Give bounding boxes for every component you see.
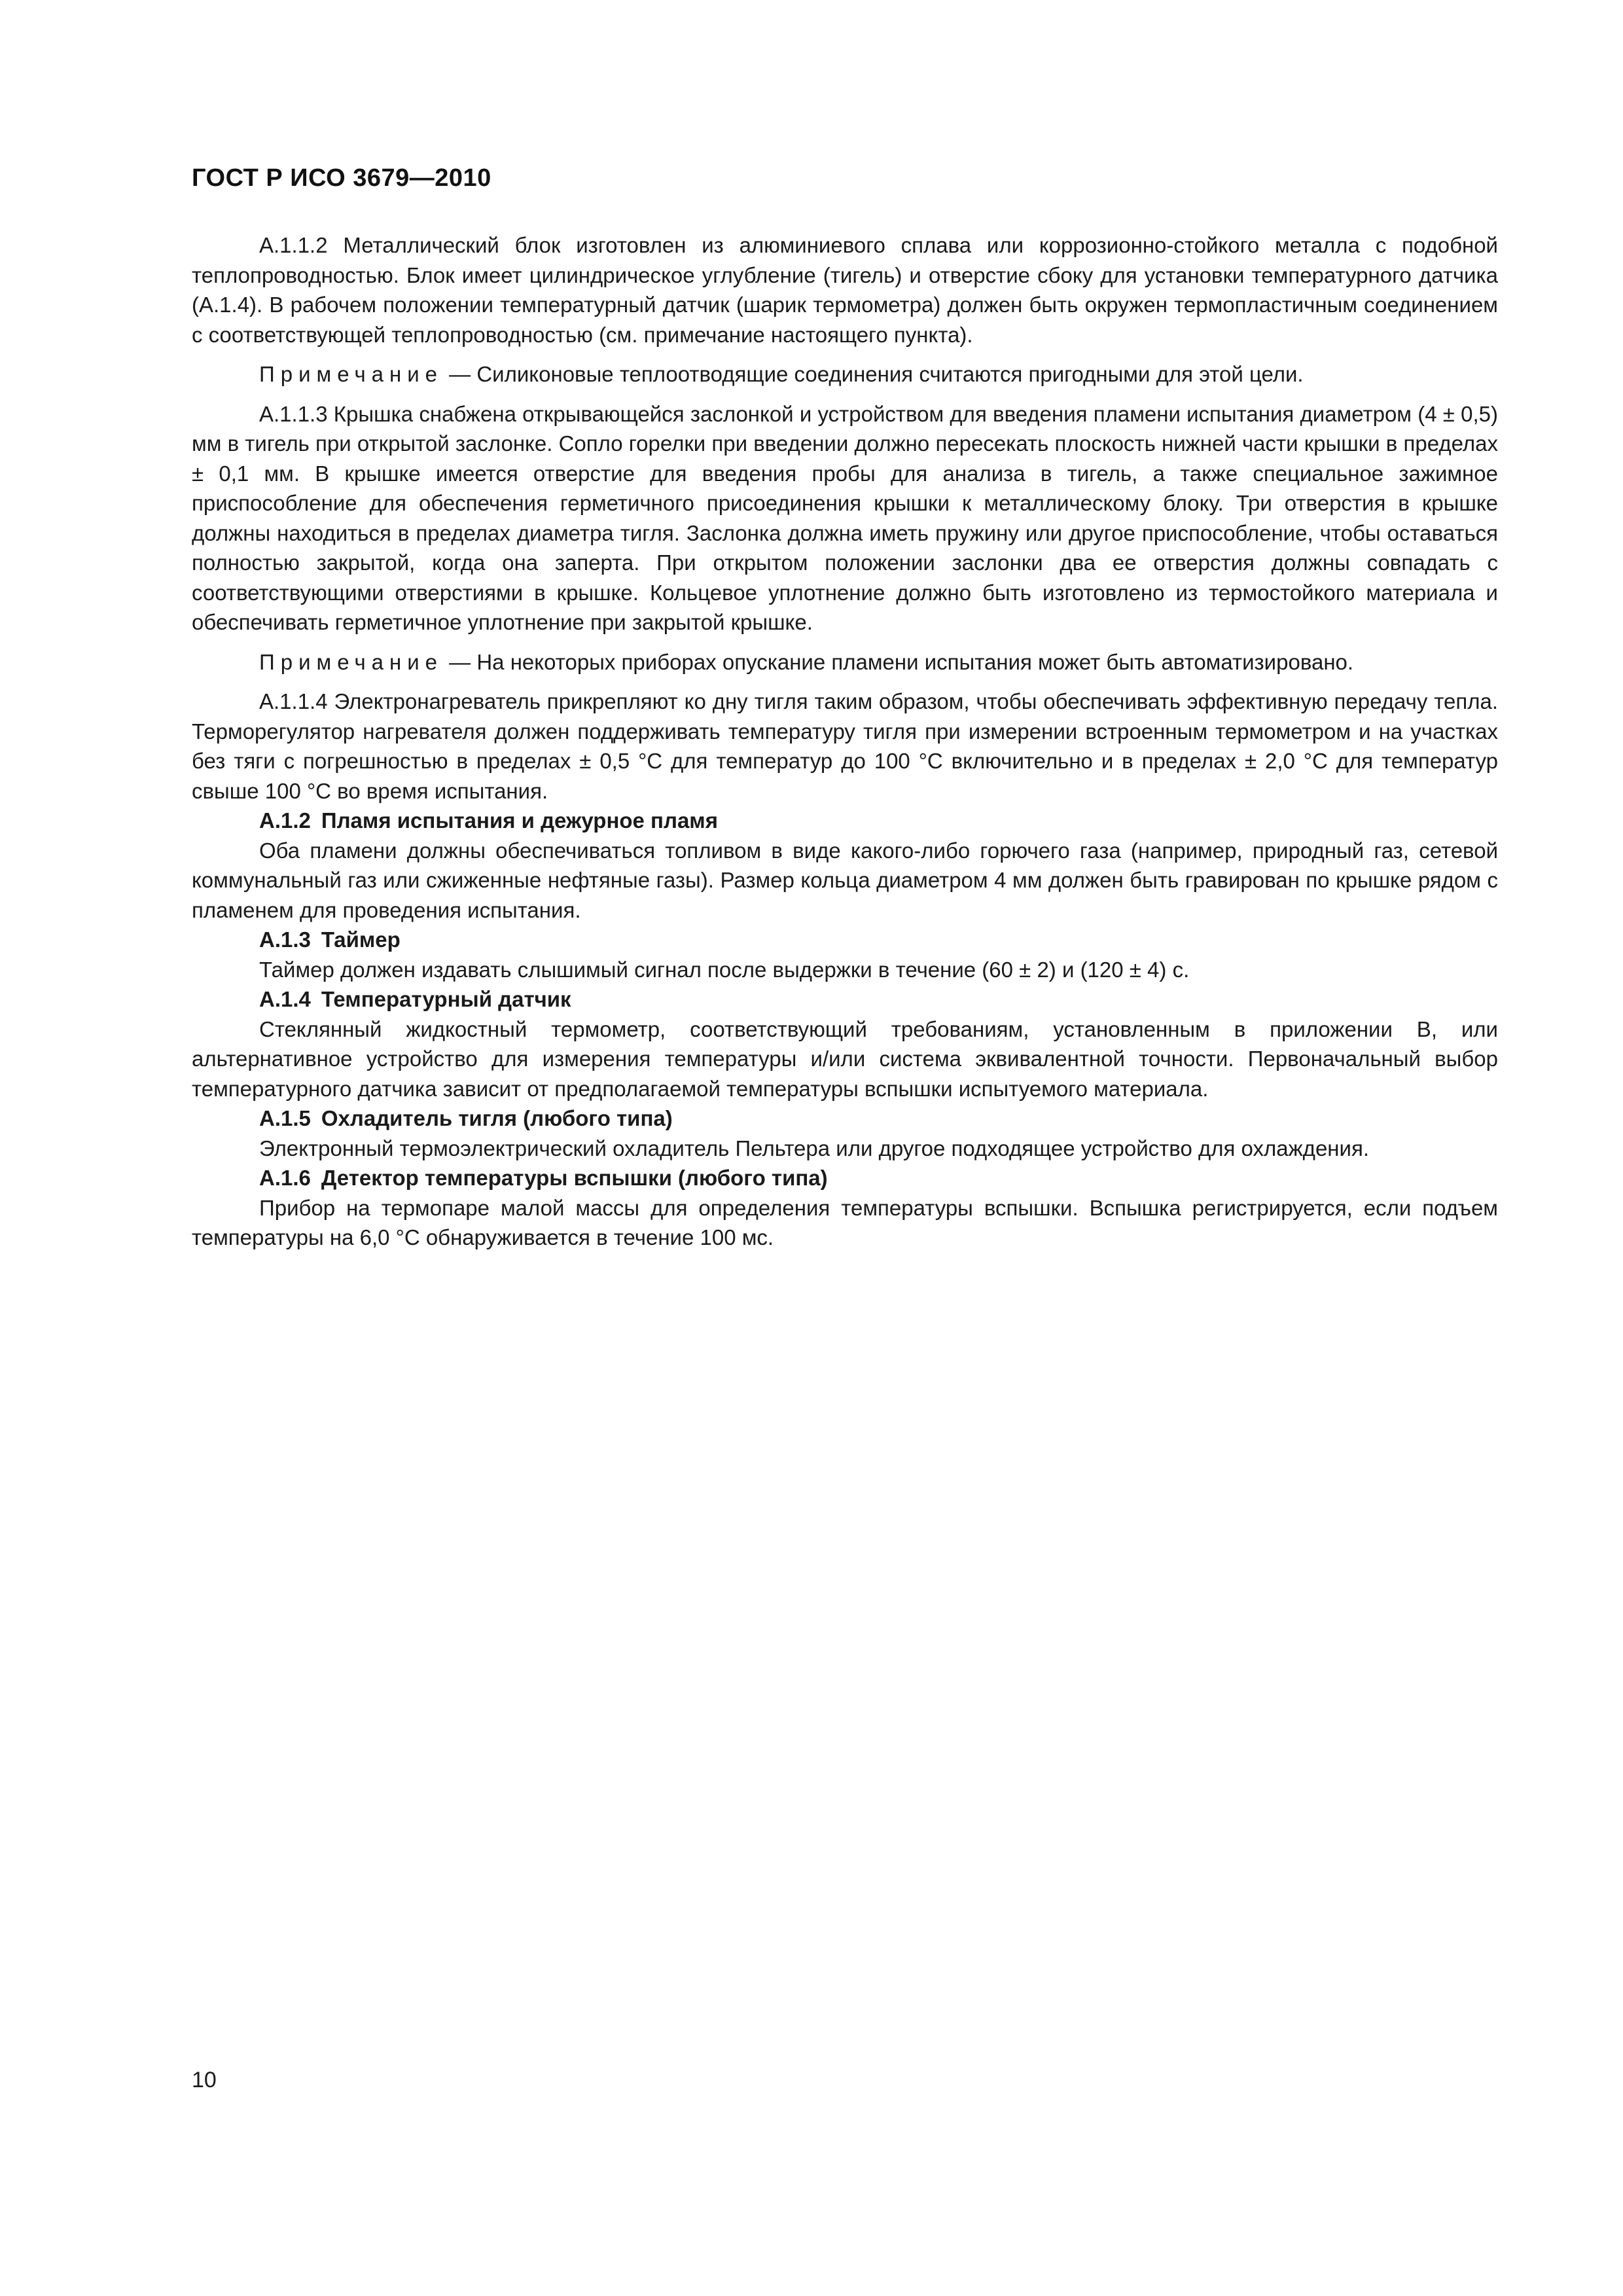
note-paragraph-2 xyxy=(192,647,1498,677)
section-title: Таймер xyxy=(321,927,401,952)
note-label: Примечание xyxy=(259,649,444,674)
section-heading-a13 xyxy=(192,925,1498,955)
section-number: А.1.4 xyxy=(259,987,311,1011)
document-body xyxy=(192,230,1498,1253)
section-text-a13: Таймер должен издавать слышимый сигнал после выдержки в течение (60 ± 2) и (120 ± 4) с. xyxy=(259,957,1190,982)
section-text-a14: Стеклянный жидкостный термометр, соответствующий требованиям, установленным в приложении В, или альтернативное устройство для измерения температуры и/или система эквивалентной точности. Первоначальный выбор температурного датчика зависит от предполагаемой температуры вспышки испытуемого материала. xyxy=(192,1016,1498,1101)
note-text: — Силиконовые теплоотводящие соединения считаются пригодными для этой цели. xyxy=(443,362,1304,386)
paragraph-a113: А.1.1.3 Крышка снабжена открывающейся заслонкой и устройством для введения пламени испытания диаметром (4 ± 0,5) мм в тигель при открытой заслонке. Сопло горелки при введении должно пересекать плоскость нижней части крышки в пределах ± 0,1 мм. В крышке имеется отверстие для введения пробы для анализа в тигель, а также специальное зажимное приспособление для обеспечения герметичного присоединения крышки к металлическому блоку. Три отверстия в крышке должны находиться в пределах диаметра тигля. Заслонка должна иметь пружину или другое приспособление, чтобы оставаться полностью закрытой, когда она заперта. При открытом положении заслонки два ее отверстия должны совпадать с соответствующими отверстиями в крышке. Кольцевое уплотнение должно быть изготовлено из термостойкого материала и обеспечивать герметичное уплотнение при закрытой крышке. xyxy=(192,401,1498,634)
section-heading-a14 xyxy=(192,984,1498,1014)
section-title: Охладитель тигля (любого типа) xyxy=(321,1106,673,1130)
note-text: — На некоторых приборах опускание пламени испытания может быть автоматизировано. xyxy=(443,649,1354,674)
page-number: 10 xyxy=(192,2068,217,2092)
section-text-a15: Электронный термоэлектрический охладитель Пельтера или другое подходящее устройство для охлаждения. xyxy=(259,1136,1369,1160)
section-title: Детектор температуры вспышки (любого типа) xyxy=(321,1166,828,1190)
section-number: А.1.3 xyxy=(259,927,311,952)
section-heading-a16 xyxy=(192,1163,1498,1193)
document-header: ГОСТ Р ИСО 3679—2010 xyxy=(192,164,491,192)
paragraph-a114: А.1.1.4 Электронагреватель прикрепляют ко дну тигля таким образом, чтобы обеспечивать эффективную передачу тепла. Терморегулятор нагревателя должен поддерживать температуру тигля при измерении встроенным термометром и на участках без тяги с погрешностью в пределах ± 0,5 °С для температур до 100 °С включительно и в пределах ± 2,0 °С для температур свыше 100 °С во время испытания. xyxy=(192,689,1498,803)
section-heading-a15 xyxy=(192,1103,1498,1134)
section-number: А.1.6 xyxy=(259,1166,311,1190)
section-text-a16: Прибор на термопаре малой массы для определения температуры вспышки. Вспышка регистрируется, если подъем температуры на 6,0 °С обнаруживается в течение 100 мс. xyxy=(192,1195,1498,1249)
section-text-a12: Оба пламени должны обеспечиваться топливом в виде какого-либо горючего газа (например, природный газ, сетевой коммунальный газ или сжиженные нефтяные газы). Размер кольца диаметром 4 мм должен быть гравирован по крышке рядом с пламенем для проведения испытания. xyxy=(192,838,1498,922)
note-paragraph-1 xyxy=(192,359,1498,389)
section-number: А.1.2 xyxy=(259,808,311,833)
note-label: Примечание xyxy=(259,362,444,386)
section-title: Пламя испытания и дежурное пламя xyxy=(321,808,718,833)
paragraph-a112: А.1.1.2 Металлический блок изготовлен из алюминиевого сплава или коррозионно-стойкого металла с подобной теплопроводностью. Блок имеет цилиндрическое углубление (тигель) и отверстие сбоку для установки температурного датчика (А.1.4). В рабочем положении температурный датчик (шарик термометра) должен быть окружен термопластичным соединением с соответствующей теплопроводностью (см. примечание настоящего пункта). xyxy=(192,233,1498,347)
section-heading-a12 xyxy=(192,806,1498,836)
section-title: Температурный датчик xyxy=(321,987,571,1011)
section-number: А.1.5 xyxy=(259,1106,311,1130)
